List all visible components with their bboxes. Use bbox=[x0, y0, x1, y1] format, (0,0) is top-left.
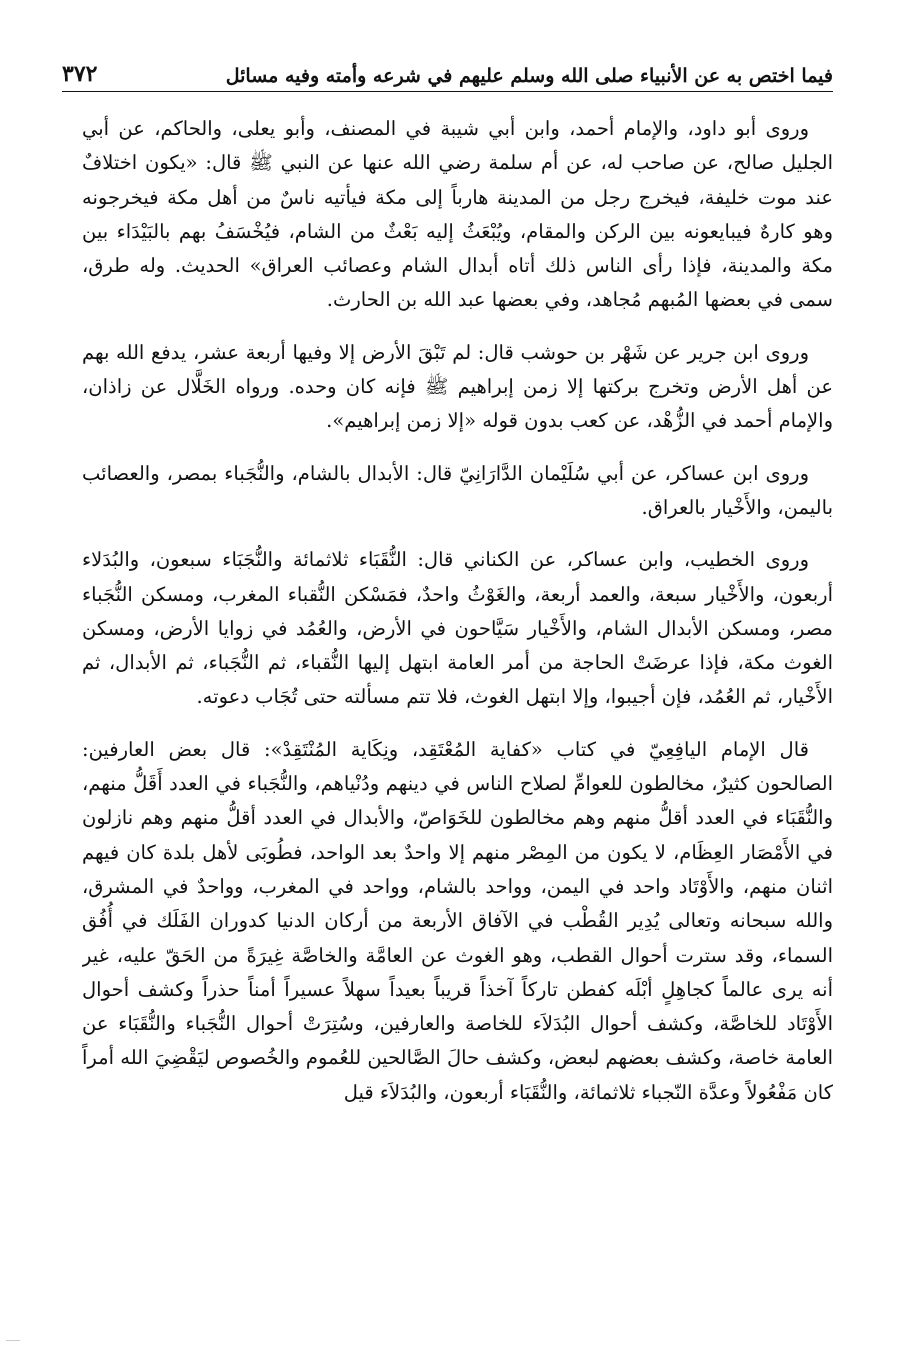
paragraph: وروى ابن عساكر، عن أبي سُلَيْمان الدَّارَانِيّ قال: الأبدال بالشام، والنُّجَباء بمصر، والعصائب باليمن، والأَخْيار بالعراق. bbox=[82, 461, 833, 519]
page-number: ٣٧٢ bbox=[62, 61, 98, 87]
page-header bbox=[62, 52, 833, 92]
scan-edge-mark bbox=[6, 1340, 20, 1341]
paragraph: قال الإمام اليافِعِيّ في كتاب «كفاية المُعْتَقِد، ونِكَاية المُنْتَقِدْ»: قال بعض العارفين: الصالحون كثيرٌ، مخالطون للعوامِّ لصلاح الناس في دينهم ودُنْياهم، والنُّجَباء في العدد أَقَلُّ منهم، والنُّقَبَاء في العدد أقلُّ منهم وهم مخالطون للخَوَاصّ، والأبدال في العدد أقلُّ منهم وهم نازلون في الأَمْصَار العِظَام، لا يكون من المِصْر منهم إلا واحدٌ بعد الواحد، فطُوبَى لأهل بلدة كان فيهم اثنان منهم، والأَوْتَاد واحد في اليمن، وواحد بالشام، وواحد في المغرب، وواحدٌ في المشرق، والله سبحانه وتعالى يُدِير القُطْب في الآفاق الأربعة من أركان الدنيا كدوران الفَلَك في أُفُق السماء، وقد سترت أحوال القطب، وهو الغوث عن العامَّة والخاصَّة غِيرَةً من الحَقّ عليه، غير أنه يرى عالماً كجاهِلٍ أبْلَه كفطن تاركاً آخذاً قريباً بعيداً سهلاً عسيراً أمناً حذراً وكشف أحوال الأَوْتَاد للخاصَّة، وكشف أحوال البُدَلاَء للخاصة والعارفين، وسُتِرَتْ أحوال النُّجَباء والنُّقَبَاء عن العامة خاصة، وكشف بعضهم لبعض، وكشف حالَ الصَّالحين للعُموم والخُصوص ليَقْضِيَ الله أمراً كان مَفْعُولاً وعدَّة النّجباء ثلاثمائة، والنُّقَبَاء أربعون، والبُدَلاَء قيل bbox=[82, 737, 833, 1104]
body-text bbox=[82, 112, 833, 1338]
running-title: فيما اختص به عن الأنبياء صلى الله وسلم عليهم في شرعه وأمته وفيه مسائل bbox=[225, 65, 833, 87]
paragraph: وروى الخطيب، وابن عساكر، عن الكناني قال: النُّقَبَاء ثلاثمائة والنُّجَبَاء سبعون، والبُدَلاء أربعون، والأَخْيار سبعة، والعمد أربعة، والغَوْثُ واحدٌ، فمَسْكن النُّقباء المغرب، ومسكن النُّجَباء مصر، ومسكن الأبدال الشام، والأَخْيار سَيَّاحون في الأرض، والعُمُد في زوايا الأرض، ومسكن الغوث مكة، فإذا عرضَتْ الحاجة من أمر العامة ابتهل إليها النُّقباء، ثم النُّجَباء، ثم الأبدال، ثم الأَخْيار، ثم العُمُد، فإن أجيبوا، وإلا ابتهل الغوث، فلا تتم مسألته حتى تُجَاب دعوته. bbox=[82, 548, 833, 709]
paragraph: وروى أبو داود، والإمام أحمد، وابن أبي شيبة في المصنف، وأبو يعلى، والحاكم، عن أبي الجليل صالح، عن صاحب له، عن أم سلمة رضي الله عنها عن النبي ﷺ قال: «يكون اختلافٌ عند موت خليفة، فيخرج رجل من المدينة هارباً إلى مكة فيأتيه ناسٌ من أهل مكة فيخرجونه وهو كارهٌ فيبايعونه بين الركن والمقام، ويُبْعَثُ إليه بَعْثٌ من الشام، فيُخْسَفُ بهم بالبَيْدَاء بين مكة والمدينة، فإذا رأى الناس ذلك أتاه أبدال الشام وعصائب العراق» الحديث. وله طرق، سمى في بعضها المُبهم مُجاهد، وفي بعضها عبد الله بن الحارث. bbox=[82, 117, 833, 312]
paragraph: وروى ابن جرير عن شَهْر بن حوشب قال: لم تَبْقَ الأرض إلا وفيها أربعة عشر، يدفع الله بهم عن أهل الأرض وتخرج بركتها إلا زمن إبراهيم ﷺ فإنه كان وحده. ورواه الخَلَّال عن زاذان، والإمام أحمد في الزُّهْد، عن كعب بدون قوله «إلا زمن إبراهيم». bbox=[82, 340, 833, 433]
